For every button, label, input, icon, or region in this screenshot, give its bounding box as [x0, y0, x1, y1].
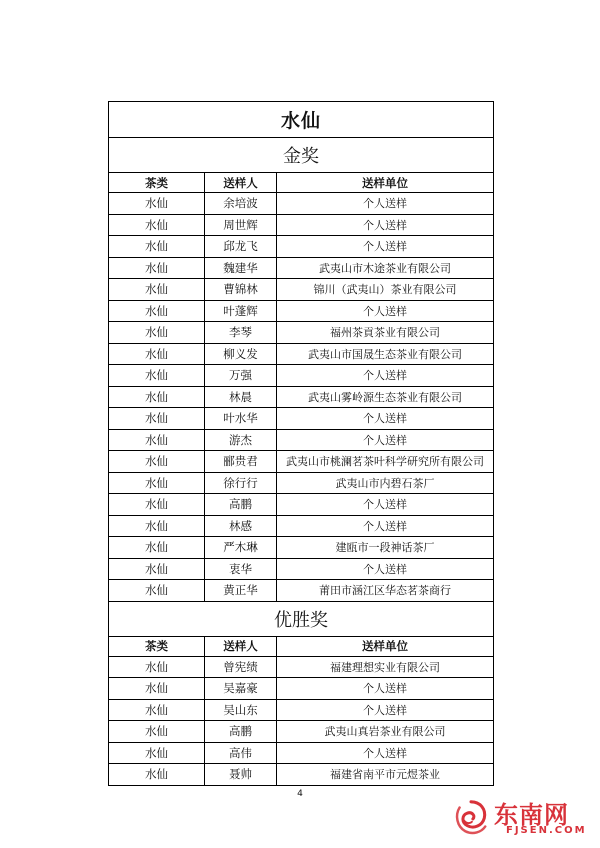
sender-cell: 万强: [205, 365, 277, 387]
unit-cell: 个人送样: [277, 742, 494, 764]
sender-cell: 高鹏: [205, 721, 277, 743]
category-cell: 水仙: [109, 300, 205, 322]
unit-cell: 个人送样: [277, 558, 494, 580]
watermark-logo: [452, 798, 592, 840]
category-cell: 水仙: [109, 721, 205, 743]
sender-cell: 邱龙飞: [205, 236, 277, 258]
unit-cell: 福州茶貢茶业有限公司: [277, 322, 494, 344]
category-cell: 水仙: [109, 494, 205, 516]
sender-cell: 林晨: [205, 386, 277, 408]
unit-cell: 个人送样: [277, 429, 494, 451]
gold-header-row: [109, 173, 494, 193]
col-sender-header: 送样人: [205, 173, 277, 193]
unit-cell: 个人送样: [277, 193, 494, 215]
sender-cell: 柳义发: [205, 343, 277, 365]
category-cell: 水仙: [109, 322, 205, 344]
table-row: [109, 386, 494, 408]
unit-cell: 个人送样: [277, 365, 494, 387]
sender-cell: 李琴: [205, 322, 277, 344]
title-row: [109, 102, 494, 138]
unit-cell: 个人送样: [277, 494, 494, 516]
category-cell: 水仙: [109, 515, 205, 537]
sender-cell: 聂帅: [205, 764, 277, 786]
col-unit-header: 送样单位: [277, 173, 494, 193]
category-cell: 水仙: [109, 408, 205, 430]
sender-cell: 叶蓬辉: [205, 300, 277, 322]
table-row: [109, 343, 494, 365]
table-row: [109, 322, 494, 344]
unit-cell: 个人送样: [277, 515, 494, 537]
table-row: [109, 214, 494, 236]
table-row: [109, 515, 494, 537]
category-cell: 水仙: [109, 699, 205, 721]
table-row: [109, 279, 494, 301]
category-cell: 水仙: [109, 429, 205, 451]
sender-cell: 吴嘉豪: [205, 678, 277, 700]
table-row: [109, 257, 494, 279]
category-cell: 水仙: [109, 472, 205, 494]
sender-cell: 徐行行: [205, 472, 277, 494]
unit-cell: 个人送样: [277, 236, 494, 258]
unit-cell: 武夷山雾岭源生态茶业有限公司: [277, 386, 494, 408]
category-cell: 水仙: [109, 386, 205, 408]
category-cell: 水仙: [109, 742, 205, 764]
table-row: [109, 429, 494, 451]
award-table: [108, 101, 494, 786]
unit-cell: 莆田市涵江区华态茗茶商行: [277, 580, 494, 602]
table-row: [109, 408, 494, 430]
table-row: [109, 656, 494, 678]
sender-cell: 周世辉: [205, 214, 277, 236]
sender-cell: 余培波: [205, 193, 277, 215]
excellent-header-row: [109, 636, 494, 656]
col-category-header: 茶类: [109, 636, 205, 656]
category-cell: 水仙: [109, 236, 205, 258]
sender-cell: 衷华: [205, 558, 277, 580]
table-row: [109, 580, 494, 602]
table-row: [109, 558, 494, 580]
sender-cell: 黄正华: [205, 580, 277, 602]
sender-cell: 高伟: [205, 742, 277, 764]
table-row: [109, 236, 494, 258]
swirl-logo-icon: [452, 798, 490, 836]
category-cell: 水仙: [109, 193, 205, 215]
table-row: [109, 472, 494, 494]
category-cell: 水仙: [109, 257, 205, 279]
gold-rows: [109, 193, 494, 602]
category-cell: 水仙: [109, 537, 205, 559]
sender-cell: 游杰: [205, 429, 277, 451]
award-sheet: [108, 101, 493, 786]
category-cell: 水仙: [109, 279, 205, 301]
watermark-url: FJSEN.COM: [506, 825, 587, 836]
category-cell: 水仙: [109, 656, 205, 678]
unit-cell: 武夷山真岩茶业有限公司: [277, 721, 494, 743]
unit-cell: 个人送样: [277, 408, 494, 430]
unit-cell: 个人送样: [277, 699, 494, 721]
unit-cell: 武夷山市木途茶业有限公司: [277, 257, 494, 279]
col-category-header: 茶类: [109, 173, 205, 193]
gold-heading: 金奖: [109, 138, 494, 173]
table-row: [109, 742, 494, 764]
excellent-rows: [109, 656, 494, 785]
unit-cell: 锦川（武夷山）茶业有限公司: [277, 279, 494, 301]
col-unit-header: 送样单位: [277, 636, 494, 656]
category-cell: 水仙: [109, 343, 205, 365]
table-row: [109, 537, 494, 559]
category-cell: 水仙: [109, 558, 205, 580]
category-cell: 水仙: [109, 764, 205, 786]
unit-cell: 武夷山市桃澜茗茶叶科学研究所有限公司: [277, 451, 494, 473]
unit-cell: 武夷山市内碧石茶厂: [277, 472, 494, 494]
sender-cell: 魏建华: [205, 257, 277, 279]
watermark-name: 东南网: [494, 801, 569, 829]
unit-cell: 个人送样: [277, 214, 494, 236]
category-cell: 水仙: [109, 214, 205, 236]
excellent-section-row: [109, 601, 494, 636]
table-row: [109, 300, 494, 322]
col-sender-header: 送样人: [205, 636, 277, 656]
category-cell: 水仙: [109, 365, 205, 387]
sender-cell: 高鹏: [205, 494, 277, 516]
sender-cell: 曹锦林: [205, 279, 277, 301]
document-title: 水仙: [109, 102, 494, 138]
page-number: 4: [297, 789, 303, 799]
sender-cell: 郦贵君: [205, 451, 277, 473]
unit-cell: 个人送样: [277, 300, 494, 322]
unit-cell: 武夷山市国晟生态茶业有限公司: [277, 343, 494, 365]
table-row: [109, 699, 494, 721]
sender-cell: 曾宪绩: [205, 656, 277, 678]
sender-cell: 严木琳: [205, 537, 277, 559]
category-cell: 水仙: [109, 678, 205, 700]
category-cell: 水仙: [109, 451, 205, 473]
table-row: [109, 764, 494, 786]
unit-cell: 个人送样: [277, 678, 494, 700]
unit-cell: 福建理想实业有限公司: [277, 656, 494, 678]
table-row: [109, 678, 494, 700]
table-row: [109, 494, 494, 516]
excellent-heading: 优胜奖: [109, 601, 494, 636]
table-row: [109, 365, 494, 387]
unit-cell: 建瓯市一段神话茶厂: [277, 537, 494, 559]
table-row: [109, 193, 494, 215]
sender-cell: 吴山东: [205, 699, 277, 721]
table-row: [109, 721, 494, 743]
table-row: [109, 451, 494, 473]
sender-cell: 叶水华: [205, 408, 277, 430]
gold-section-row: [109, 138, 494, 173]
category-cell: 水仙: [109, 580, 205, 602]
unit-cell: 福建省南平市元煜茶业: [277, 764, 494, 786]
sender-cell: 林感: [205, 515, 277, 537]
